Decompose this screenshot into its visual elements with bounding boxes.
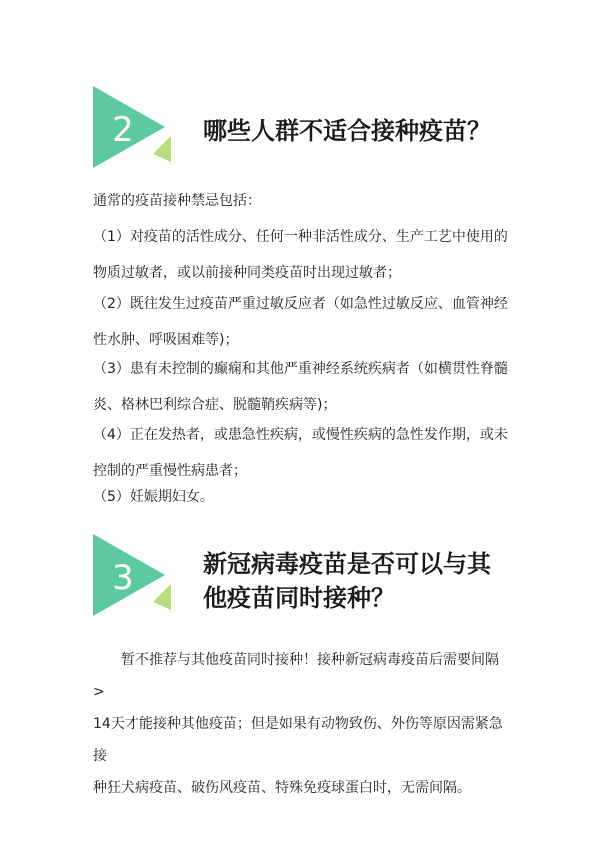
section-3-title-line-1: 新冠病毒疫苗是否可以与其 <box>203 550 491 578</box>
body-line-1: 暂不推荐与其他疫苗同时接种！接种新冠病毒疫苗后需要间隔 > <box>93 652 499 700</box>
item-3-line-1: （3）患有未控制的癫痫和其他严重神经系统疾病者（如横贯性脊髓 <box>93 361 508 377</box>
section-3-badge <box>93 534 183 624</box>
contraindication-item-2 <box>93 291 513 353</box>
item-1-line-2: 物质过敏者，或以前接种同类疫苗时出现过敏者； <box>93 265 401 281</box>
section-2-intro <box>93 188 513 214</box>
contraindication-item-1 <box>93 224 513 286</box>
body-line-3: 种狂犬病疫苗、破伤风疫苗、特殊免疫球蛋白时，无需间隔。 <box>93 780 471 796</box>
item-2-line-1: （2）既往发生过疫苗严重过敏反应者（如急性过敏反应、血管神经 <box>93 296 508 312</box>
contraindication-item-5 <box>93 484 513 510</box>
item-4-line-1: （4）正在发热者，或患急性疾病，或慢性疾病的急性发作期，或未 <box>93 427 508 443</box>
item-2-line-2: 性水肿、呼吸困难等)； <box>93 332 239 348</box>
contraindication-item-4 <box>93 422 513 484</box>
section-2-badge <box>93 86 183 176</box>
section-2-number: 2 <box>112 110 134 150</box>
section-3-body <box>93 644 513 804</box>
intro-text: 通常的疫苗接种禁忌包括： <box>93 193 261 209</box>
item-1-line-1: （1）对疫苗的活性成分、任何一种非活性成分、生产工艺中使用的 <box>93 229 508 245</box>
body-line-2: 14天才能接种其他疫苗；但是如果有动物致伤、外伤等原因需紧急接 <box>93 716 503 764</box>
item-5-line-1: （5）妊娠期妇女。 <box>93 489 214 505</box>
item-4-line-2: 控制的严重慢性病患者； <box>93 463 247 479</box>
section-3-title-line-2: 他疫苗同时接种？ <box>203 584 395 612</box>
section-2-title: 哪些人群不适合接种疫苗？ <box>203 117 491 145</box>
item-3-line-2: 炎、格林巴利综合症、脱髓鞘疾病等)； <box>93 397 337 413</box>
section-3-number: 3 <box>112 558 134 598</box>
contraindication-item-3 <box>93 356 513 418</box>
